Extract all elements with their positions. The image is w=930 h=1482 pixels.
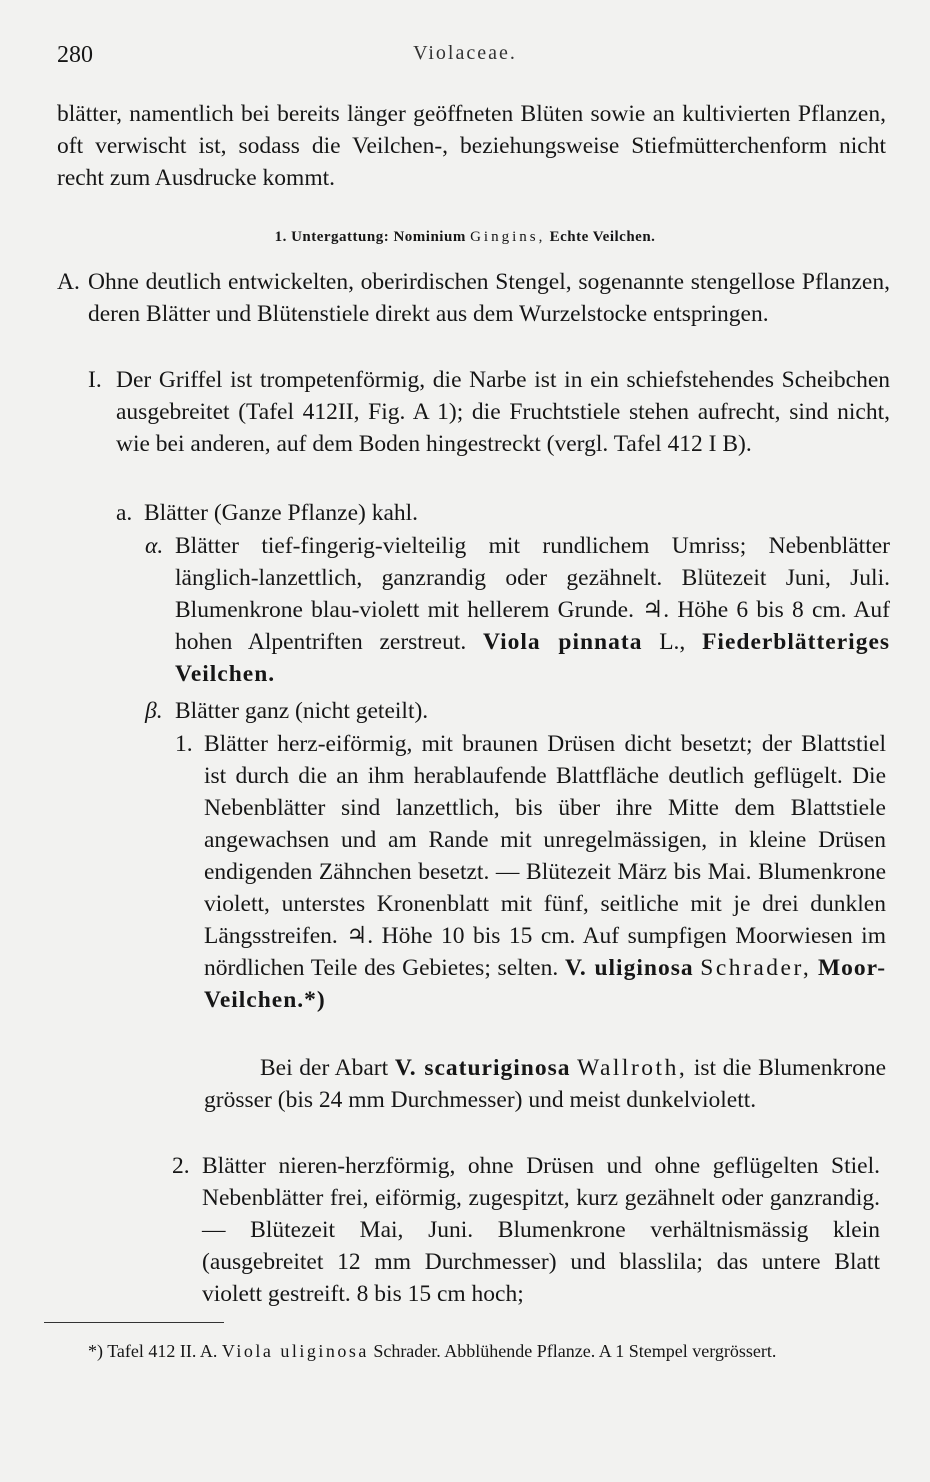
- key-label-2: 2.: [172, 1153, 190, 1179]
- entry-1-common-name: Moor-Veilchen.*): [204, 955, 887, 1013]
- variety-lead: Bei der Abart: [260, 1055, 389, 1081]
- key-text-I: Der Griffel ist trompetenförmig, die Narbe ist in ein schiefstehendes Scheibchen ausgebreitet (Tafel 412II, Fig. A 1); die Fruchtstiele stehen aufrecht, sind nicht, wie bei anderen, auf dem Boden hingestreckt (vergl. Tafel 412 I B).: [116, 367, 890, 457]
- key-text-beta: Blätter ganz (nicht geteilt).: [175, 698, 429, 724]
- key-label-I: I.: [88, 367, 102, 393]
- key-label-beta: β.: [145, 698, 163, 724]
- key-label-alpha: α.: [145, 533, 164, 559]
- running-title: Violaceae.: [413, 42, 517, 64]
- key-text-a: Blätter (Ganze Pflanze) kahl.: [144, 500, 419, 526]
- species-viola-pinnata: Viola pinnata: [482, 629, 643, 655]
- variety-paragraph: [204, 1052, 886, 1116]
- subgenus-heading: [0, 229, 930, 246]
- alpha-text: Blätter tief-fingerig-vielteilig mit rundlichem Umriss; Nebenblätter länglich-lanzettlich, ganzrandig oder gezähnelt. Blütezeit Juni, Juli. Blumenkrone blau-violett mit hellerem Grunde. ♃. Höhe 6 bis 8 cm. Auf hohen Alpentriften zerstreut.: [175, 533, 890, 655]
- key-text-2: Blätter nieren-herzförmig, ohne Drüsen und ohne geflügelten Stiel. Nebenblätter frei, eiförmig, zugespitzt, kurz gezähnelt oder ganzrandig. — Blütezeit Mai, Juni. Blumenkrone verhältnismässig klein (ausgebreitet 12 mm Durchmesser) und blasslila; das untere Blatt violett gestreift. 8 bis 15 cm hoch;: [202, 1153, 880, 1307]
- subgenus-common: Echte Veilchen.: [549, 229, 656, 245]
- footnote-pre: Tafel 412 II. A.: [107, 1341, 218, 1361]
- subgenus-name: Nominium: [393, 229, 466, 245]
- entry-1-author: Schrader,: [700, 955, 812, 981]
- variety-text: ist die Blumenkrone grösser (bis 24 mm Durchmesser) und meist dunkelviolett.: [204, 1055, 887, 1113]
- footnote-mark: *): [88, 1341, 103, 1361]
- species-v-uliginosa: V. uliginosa: [564, 955, 694, 981]
- footnote-rule: [44, 1322, 224, 1323]
- key-entry-alpha: [175, 530, 890, 690]
- key-label-a: a.: [116, 500, 133, 526]
- footnote-post: Schrader. Abblühende Pflanze. A 1 Stempel vergrössert.: [373, 1341, 777, 1361]
- variety-author: Wallroth,: [577, 1055, 688, 1081]
- key-label-A: A.: [57, 269, 80, 295]
- alpha-author: L.,: [659, 629, 686, 655]
- subgenus-prefix: 1. Untergattung:: [274, 229, 390, 245]
- key-entry-1: [204, 728, 886, 1016]
- intro-paragraph: blätter, namentlich bei bereits länger geöffneten Blüten sowie an kultivierten Pflanzen, oft verwischt ist, sodass die Veilchen-, beziehungsweise Stiefmütterchenform nicht recht zum Ausdrucke kommt.: [57, 101, 886, 191]
- footnote-species: Viola uliginosa: [221, 1341, 369, 1361]
- entry-1-text: Blätter herz-eiförmig, mit braunen Drüsen dicht besetzt; der Blattstiel ist durch die an ihm herablaufende Blattfläche deutlich geflügelt. Die Nebenblätter sind lanzettlich, bis über ihre Mitte dem Blattstiele angewachsen und am Rande mit unregelmässigen, in kleine Drüsen endigenden Zähnchen besetzt. — Blütezeit März bis Mai. Blumenkrone violett, unterstes Kronenblatt mit fünf, seitliche mit je drei dunklen Längsstreifen. ♃. Höhe 10 bis 15 cm. Auf sumpfigen Moorwiesen im nördlichen Teile des Gebietes; selten.: [204, 731, 886, 981]
- species-v-scaturiginosa: V. scaturiginosa: [394, 1055, 571, 1081]
- page-number: 280: [57, 42, 93, 68]
- key-text-A: Ohne deutlich entwickelten, oberirdischen Stengel, sogenannte stengellose Pflanzen, deren Blätter und Blütenstiele direkt aus dem Wurzelstocke entspringen.: [88, 269, 890, 327]
- key-label-1: 1.: [175, 731, 193, 757]
- subgenus-author: Gingins,: [470, 229, 546, 245]
- alpha-common-name: Fiederblätteriges Veilchen.: [175, 629, 891, 687]
- footnote: [38, 1337, 880, 1365]
